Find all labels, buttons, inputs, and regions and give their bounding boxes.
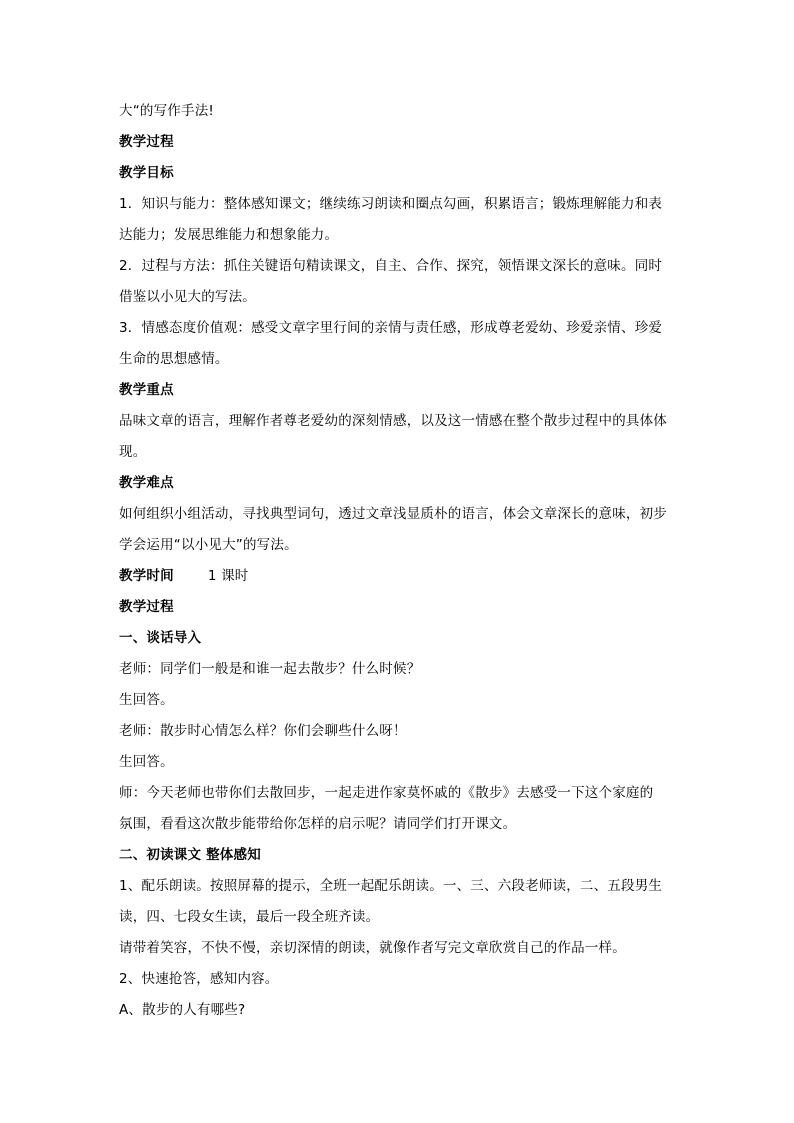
text-line: 请带着笑容，不快不慢，亲切深情的朗读，就像作者写完文章欣赏自己的作品一样。 xyxy=(119,940,626,956)
section-heading: 二、初读课文 整体感知 xyxy=(119,847,261,863)
text-line: 3．情感态度价值观：感受文章字里行间的亲情与责任感，形成尊老爱幼、珍爱亲情、珍爱 xyxy=(119,320,663,336)
text-line: 品味文章的语言，理解作者尊老爱幼的深刻情感，以及这一情感在整个散步过程中的具体体 xyxy=(119,413,667,429)
text-line: 生命的思想感情。 xyxy=(119,351,229,367)
document-page xyxy=(119,96,679,1026)
text-line: 生回答。 xyxy=(119,692,174,708)
section-heading: 教学重点 xyxy=(119,382,174,398)
text-line: 师：今天老师也带你们去散回步，一起走进作家莫怀戚的《散步》去感受一下这个家庭的 xyxy=(119,785,654,801)
text-line: 2、快速抢答，感知内容。 xyxy=(119,971,279,987)
text-line: 借鉴以小见大的写法。 xyxy=(119,289,256,305)
text-line: 现。 xyxy=(119,444,147,460)
teaching-time-label: 教学时间 xyxy=(119,568,174,584)
text-line: 达能力；发展思维能力和想象能力。 xyxy=(119,227,339,243)
text-line: 学会运用“以小见大”的写法。 xyxy=(119,537,298,553)
section-heading: 一、谈话导入 xyxy=(119,630,202,646)
text-line: 老师：散步时心情怎么样？你们会聊些什么呀！ xyxy=(119,723,407,739)
text-line: 如何组织小组活动，寻找典型词句，透过文章浅显质朴的语言，体会文章深长的意味，初步 xyxy=(119,506,667,522)
text-line: 生回答。 xyxy=(119,754,174,770)
teaching-time-line xyxy=(119,561,679,592)
text-line: A、散步的人有哪些? xyxy=(119,1002,246,1018)
section-heading: 教学难点 xyxy=(119,475,174,491)
text-line: 大“的写作手法! xyxy=(119,103,215,119)
text-line: 2．过程与方法：抓住关键语句精读课文，自主、合作、探究，领悟课文深长的意味。同时 xyxy=(119,258,663,274)
text-line: 读，四、七段女生读，最后一段全班齐读。 xyxy=(119,909,380,925)
section-heading: 教学目标 xyxy=(119,165,174,181)
text-line: 1、配乐朗读。按照屏幕的提示，全班一起配乐朗读。一、三、六段老师读，二、五段男生 xyxy=(119,878,663,894)
text-line: 1．知识与能力：整体感知课文；继续练习朗读和圈点勾画，积累语言；锻炼理解能力和表 xyxy=(119,196,663,212)
section-heading: 教学过程 xyxy=(119,134,174,150)
text-line: 氛围，看看这次散步能带给你怎样的启示呢？请同学们打开课文。 xyxy=(119,816,517,832)
section-heading: 教学过程 xyxy=(119,599,174,615)
teaching-time-value: 1 课时 xyxy=(207,568,249,584)
text-line: 老师：同学们一般是和谁一起去散步？什么时候？ xyxy=(119,661,421,677)
